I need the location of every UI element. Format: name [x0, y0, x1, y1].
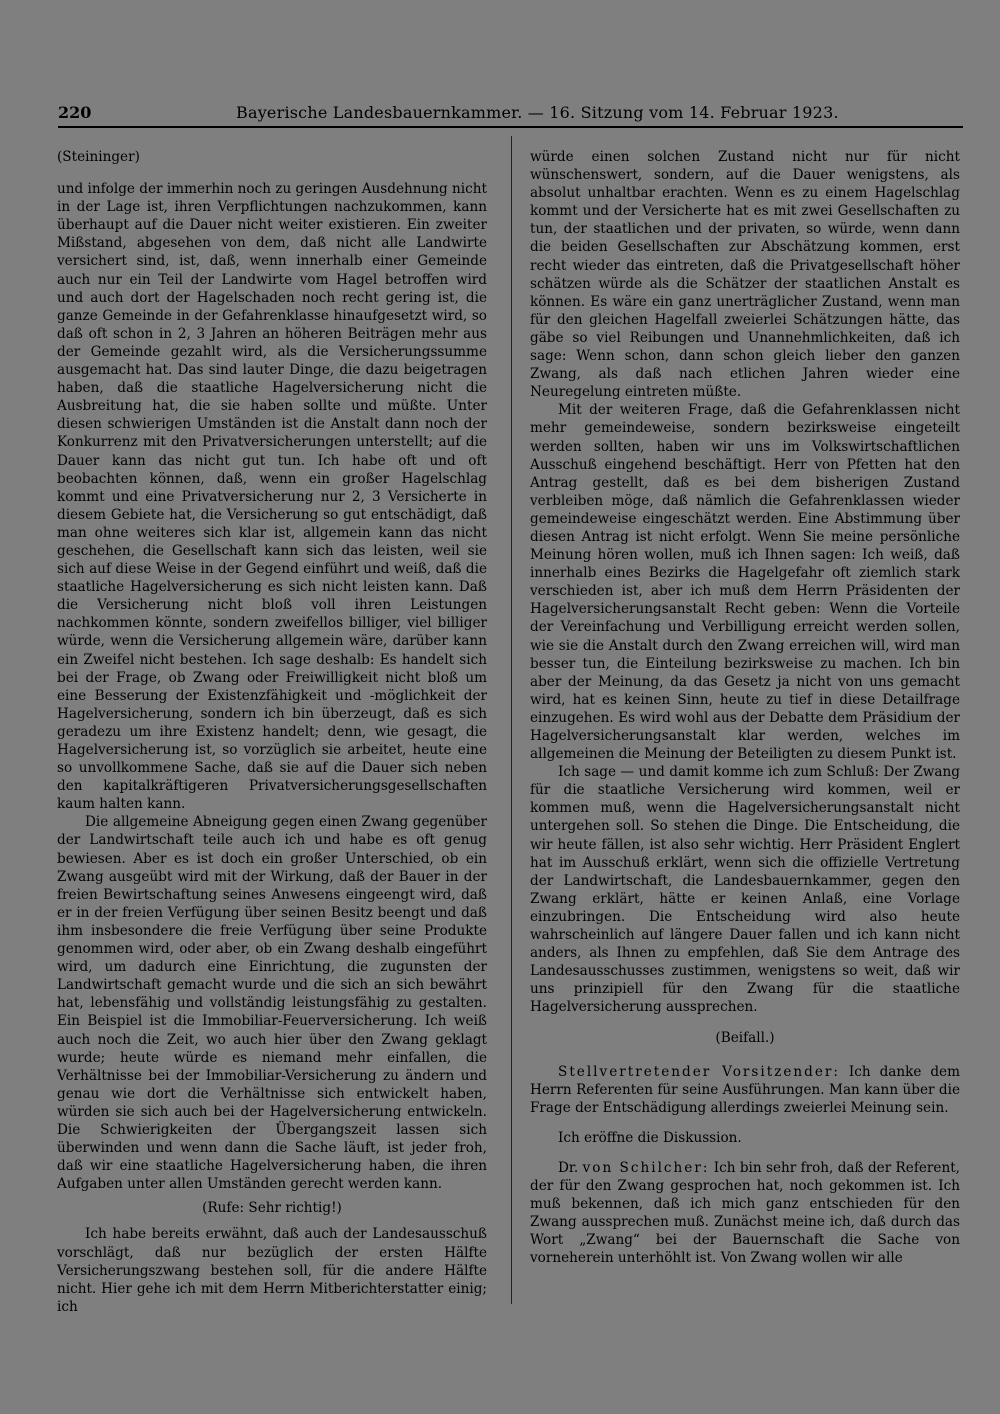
- paragraph: Die allgemeine Abneigung gegen einen Zwang gegenüber der Landwirtschaft teile auch ich und habe es oft genug bewiesen. Aber es ist doch ein großer Unterschied, ob ein Zwang ausgeübt wird mit der Wirkung, daß der Bauer in der freien Bewirtschaftung seines Anwesens eingeengt wird, daß er in der freien Verfügung über seinen Besitz beengt und daß ihm insbesondere die freie Verfügung über seine Produkte genommen wird, oder aber, ob ein Zwang deshalb eingeführt wird, um dadurch eine Einrichtung, die zugunsten der Landwirtschaft gemacht wurde und die sich an sich bewährt hat, lebensfähig und vollständig leistungsfähig zu gestalten. Ein Beispiel ist die Immobiliar-Feuerversicherung. Ich weiß auch noch die Zeit, wo auch hier über den Zwang geklagt wurde; heute würde es niemand mehr einfallen, die Verhältnisse bei der Immobiliar-Versicherung zu ändern und genau wie dort die Verhältnisse sich entwickelt haben, würden sie sich auch bei der Hagelversicherung entwickeln. Die Schwierigkeiten der Übergangszeit lassen sich überwinden und wenn dann die Sache läuft, ist jeder froh, daß wir eine staatliche Hagelversicherung haben, die ihren Aufgaben unter allen Umständen gerecht werden kann.: [57, 814, 487, 1193]
- paragraph: würde einen solchen Zustand nicht nur für nicht wünschenswert, sondern, auf die Dauer wenigstens, als absolut unhaltbar erachten. Wenn es zu einem Hagelschlag kommt und der Versicherte hat es mit zwei Gesellschaften zu tun, der staatlichen und der privaten, so würde, wenn dann die beiden Gesellschaften zur Abschätzung kommen, erst recht wieder das eintreten, daß die Privatgesellschaft höher schätzen würde als die Schätzer der staatlichen Anstalt es können. Es wäre ein ganz unerträglicher Zustand, wenn man für den gleichen Hagelfall zweierlei Schätzungen hätte, das gäbe so viel Reibungen und Unannehmlichkeiten, daß ich sage: Wenn schon, dann schon gleich lieber den ganzen Zwang, als daß nach etlichen Jahren wieder eine Neuregelung eintreten müßte.: [530, 149, 960, 401]
- paragraph: Ich sage — und damit komme ich zum Schluß: Der Zwang für die staatliche Versicherung wird kommen, weil er kommen muß, wenn die Hagelversicherungsanstalt nicht untergehen soll. So stehen die Dinge. Die Entscheidung, die wir heute fällen, ist also sehr wichtig. Herr Präsident Englert hat im Ausschuß erklärt, wenn sich die offizielle Vertretung der Landwirtschaft, die Landesbauernkammer, gegen den Zwang erklärt, hätte er keinen Anlaß, eine Vorlage einzubringen. Die Entscheidung wird also heute wahrscheinlich auf längere Dauer fallen und ich kann nicht anders, als Ihnen zu empfehlen, daß Sie dem Antrage des Landesausschusses zustimmen, wenigstens so weit, daß wir uns prinzipiell für den Zwang für die staatliche Hagelversicherung aussprechen.: [530, 764, 960, 1016]
- interjection: (Rufe: Sehr richtig!): [202, 1200, 342, 1217]
- running-title: Bayerische Landesbauernkammer. — 16. Sitzung vom 14. Februar 1923.: [236, 103, 839, 122]
- column-divider: [511, 136, 512, 1304]
- speaker-text: Ich bin sehr froh, daß der Referent, der für den Zwang gesprochen hat, noch gekommen ist. Ich muß bekennen, daß ich mich ganz entschieden für den Zwang aussprechen muß. Zunächst meine ich, daß durch das Wort „Zwang“ bei der Bauernschaft die Sache von vorneherein unterhöhlt ist. Von Zwang wollen wir alle: [530, 1159, 960, 1267]
- speaker-title: Dr.: [558, 1159, 579, 1176]
- chair-statement: [530, 1063, 960, 1117]
- speaker-tag: (Steininger): [57, 149, 140, 165]
- left-column: [57, 148, 487, 1316]
- next-speaker-statement: [530, 1159, 960, 1268]
- page-number: 220: [58, 103, 92, 122]
- header-rule: [58, 126, 963, 128]
- page-header: [58, 103, 963, 127]
- right-column: [530, 148, 960, 1268]
- chair-speaker-name: Stellvertretender Vorsitzender:: [558, 1063, 840, 1080]
- applause-note: (Beifall.): [715, 1029, 775, 1046]
- paragraph: Ich habe bereits erwähnt, daß auch der Landesausschuß vorschlägt, daß nur bezüglich der ersten Hälfte Versicherungszwang bestehen soll, für die andere Hälfte nicht. Hier gehe ich mit dem Herrn Mitberichterstatter einig; ich: [57, 1226, 487, 1315]
- paragraph: Mit der weiteren Frage, daß die Gefahrenklassen nicht mehr gemeindeweise, sondern bezirksweise eingeteilt werden sollten, haben wir uns im Volkswirtschaftlichen Ausschuß eingehend beschäftigt. Herr von Pfetten hat den Antrag gestellt, daß es bei dem bisherigen Zustand verbleiben möge, daß nämlich die Gefahrenklassen wieder gemeindeweise eingeschätzt werden. Eine Abstimmung über diesen Antrag ist nicht erfolgt. Wenn Sie meine persönliche Meinung hören wollen, muß ich Ihnen sagen: Ich weiß, daß innerhalb eines Bezirks die Hagelgefahr oft ziemlich stark verschieden ist, aber ich muß dem Herrn Präsidenten der Hagelversicherungsanstalt Recht geben: Wenn die Vorteile der Vereinfachung und Verbilligung erreicht werden sollen, wie sie die Anstalt durch den Zwang erreichen will, wird man besser tun, die Einteilung bezirksweise zu machen. Ich bin aber der Meinung, da das Gesetz ja nicht von uns gemacht wird, hat es keinen Sinn, heute zu tief in diese Detailfrage einzugehen. Es wird wohl aus der Debatte dem Präsidium der Hagelversicherungsanstalt klar werden, welches im allgemeinen die Meinung der Beteiligten zu diesem Punkt ist.: [530, 402, 960, 763]
- chair-text: Ich danke dem Herrn Referenten für seine Ausführungen. Man kann über die Frage der Entschädigung allerdings zweierlei Meinung sein.: [530, 1063, 960, 1116]
- paragraph: und infolge der immerhin noch zu geringen Ausdehnung nicht in der Lage ist, ihren Verpflichtungen nachzukommen, kann überhaupt auf die Dauer nicht weiter existieren. Ein zweiter Mißstand, abgesehen von dem, daß nicht alle Landwirte versichert sind, ist, daß, wenn innerhalb einer Gemeinde auch nur ein Teil der Landwirte vom Hagel betroffen wird und auch dort der Hagelschaden noch recht gering ist, die ganze Gemeinde in der Gefahrenklasse hinaufgesetzt wird, so daß oft schon in 2, 3 Jahren an höheren Beiträgen mehr aus der Gemeinde gezahlt wird, als die Versicherungssumme ausgemacht hat. Das sind lauter Dinge, die dazu beigetragen haben, daß die staatliche Hagelversicherung nicht die Ausbreitung hat, die sie haben sollte und müßte. Unter diesen schwierigen Umständen ist die Anstalt dann noch der Konkurrenz mit den Privatversicherungen unterstellt; auf die Dauer kann das nicht gut tun. Ich habe oft und oft beobachten können, daß, wenn ein großer Hagelschlag kommt und eine Privatversicherung nur 2, 3 Versicherte in diesem Gebiete hat, die Versicherung so gut entschädigt, daß man ohne weiteres sich klar ist, allgemein kann das nicht geschehen, die Gesellschaft kann sich das leisten, weil sie sich auf diese Weise in der Gegend einführt und weiß, daß die staatliche Hagelversicherung es sich nicht leisten kann. Daß die Versicherung nicht bloß voll ihren Leistungen nachkommen könnte, sondern zweifellos billiger, viel billiger würde, wenn die Versicherung allgemein wäre, darüber kann ein Zweifel nicht bestehen. Ich sage deshalb: Es handelt sich bei der Frage, ob Zwang oder Freiwilligkeit nicht bloß um eine Besserung der Existenzfähigkeit und -möglichkeit der Hagelversicherung, sondern ich bin überzeugt, daß es sich geradezu um ihre Existenz handelt; denn, wie gesagt, die Hagelversicherung ist, so vorzüglich sie arbeitet, heute eine so unvollkommene Sache, daß sie auf die Dauer sich neben den kapitalkräftigeren Privatversicherungsgesellschaften kaum halten kann.: [57, 181, 487, 813]
- speaker-name: von Schilcher:: [582, 1159, 710, 1176]
- discussion-open: Ich eröffne die Diskussion.: [558, 1129, 742, 1146]
